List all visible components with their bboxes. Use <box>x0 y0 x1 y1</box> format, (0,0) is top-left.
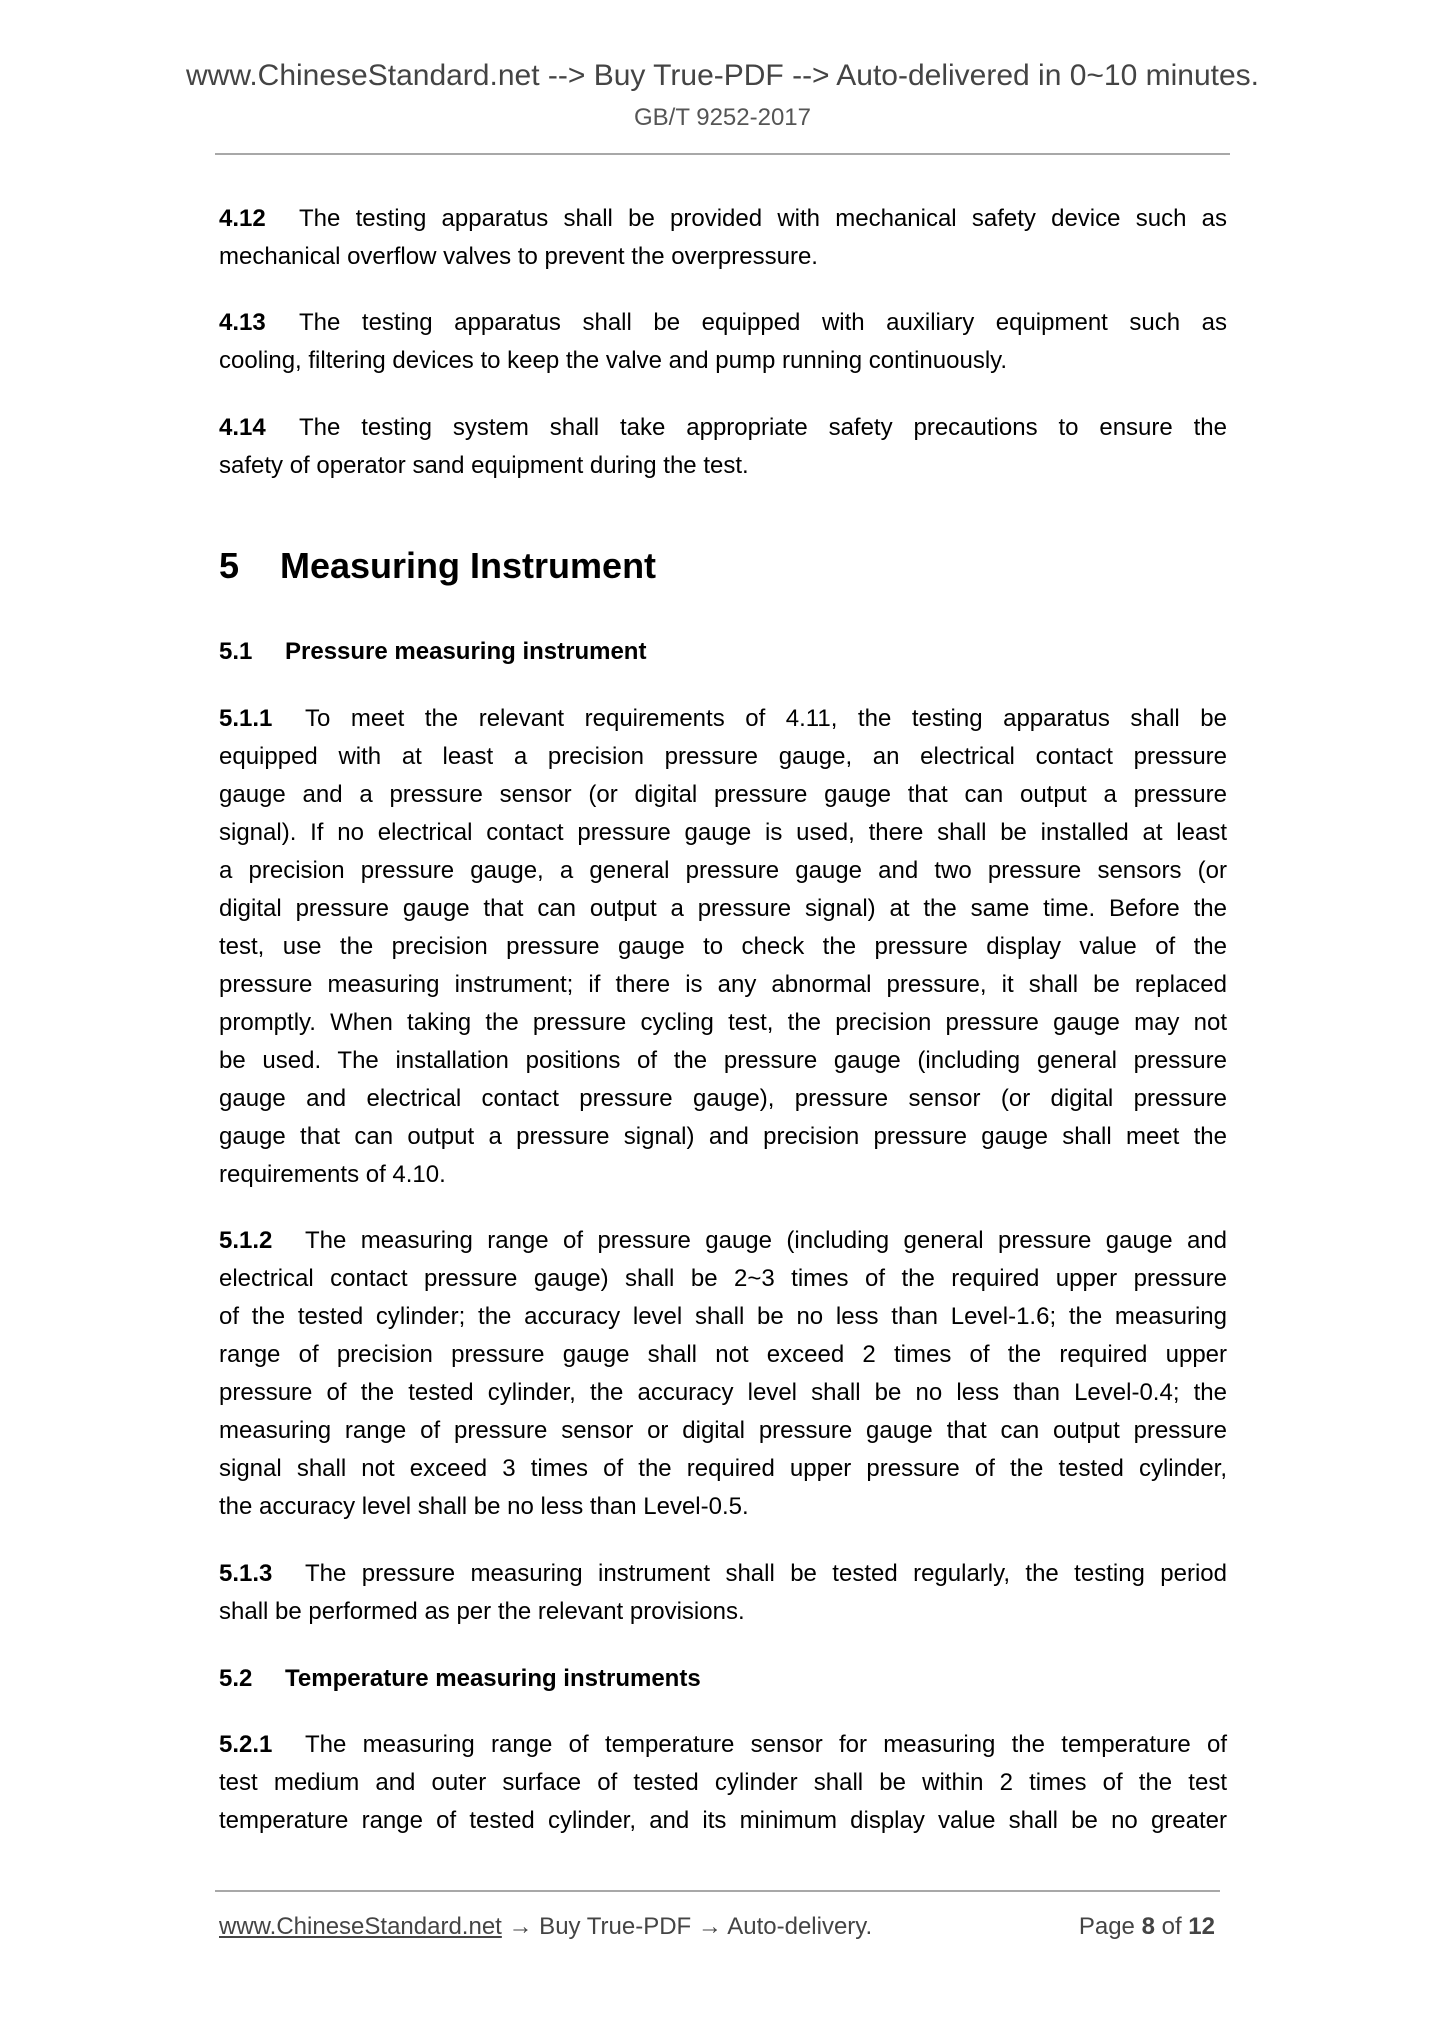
clause-number: 4.12 <box>219 205 266 232</box>
section-heading-5 <box>219 544 656 588</box>
clause-4-14: 4.14 The testing system shall take appropriate safety precautions to ensure the safety of operator sand equipment during the test. <box>219 409 1227 485</box>
page-indicator: Page 8 of 12 <box>1078 1913 1215 1940</box>
clause-5-2-1: 5.2.1 The measuring range of temperature sensor for measuring the temperature of test medium and outer surface of tested cylinder shall be within 2 times of the test temperature range of tested cylinder, and its minimum display value shall be no greater <box>219 1726 1227 1840</box>
clause-number: 4.13 <box>219 309 266 336</box>
subsection-heading-5-1 <box>219 637 646 667</box>
clause-number: 5.1.3 <box>219 1560 273 1587</box>
clause-number: 5.1.2 <box>219 1227 273 1254</box>
footer-divider <box>215 1890 1220 1892</box>
footer-site-link[interactable]: www.ChineseStandard.net <box>219 1913 502 1940</box>
page-footer <box>219 1912 1219 1942</box>
clause-number: 5.2.1 <box>219 1731 273 1758</box>
subsection-number: 5.1 <box>219 638 253 665</box>
section-title: Measuring Instrument <box>280 545 657 586</box>
clause-4-12: 4.12 The testing apparatus shall be provided with mechanical safety device such as mechanical overflow valves to prevent the overpressure. <box>219 200 1227 276</box>
document-id: GB/T 9252-2017 <box>633 104 811 131</box>
clause-5-1-1: 5.1.1 To meet the relevant requirements of 4.11, the testing apparatus shall be equipped with at least a precision pressure gauge, an electrical contact pressure gauge and a pressure sensor (or digital pressure gauge that can output a pressure signal). If no electrical contact pressure gauge is used, there shall be installed at least a precision pressure gauge, a general pressure gauge and two pressure sensors (or digital pressure gauge that can output a pressure signal) at the same time. Before the test, use the precision pressure gauge to check the pressure display value of the pressure measuring instrument; if there is any abnormal pressure, it shall be replaced promptly. When taking the pressure cycling test, the precision pressure gauge may not be used. The installation positions of the pressure gauge (including general pressure gauge and electrical contact pressure gauge), pressure sensor (or digital pressure gauge that can output a pressure signal) and precision pressure gauge shall meet the requirements of 4.10. <box>219 700 1227 1194</box>
subsection-title: Temperature measuring instruments <box>285 1665 701 1692</box>
subsection-heading-5-2 <box>219 1664 701 1694</box>
total-pages: 12 <box>1188 1913 1215 1940</box>
clause-5-1-3: 5.1.3 The pressure measuring instrument shall be tested regularly, the testing period shall be performed as per the relevant provisions. <box>219 1555 1227 1631</box>
header-banner: www.ChineseStandard.net --> Buy True-PDF --> Auto-delivered in 0~10 minutes. <box>185 59 1260 92</box>
clause-number: 4.14 <box>219 414 266 441</box>
footer-tagline: → Buy True-PDF → Auto-delivery. <box>501 1913 873 1940</box>
current-page: 8 <box>1141 1913 1155 1940</box>
header-divider <box>215 153 1230 155</box>
subsection-title: Pressure measuring instrument <box>285 638 647 665</box>
clause-number: 5.1.1 <box>219 705 273 732</box>
subsection-number: 5.2 <box>219 1665 253 1692</box>
clause-4-13: 4.13 The testing apparatus shall be equipped with auxiliary equipment such as cooling, filtering devices to keep the valve and pump running continuously. <box>219 304 1227 380</box>
clause-5-1-2: 5.1.2 The measuring range of pressure gauge (including general pressure gauge and electrical contact pressure gauge) shall be 2~3 times of the required upper pressure of the tested cylinder; the accuracy level shall be no less than Level-1.6; the measuring range of precision pressure gauge shall not exceed 2 times of the required upper pressure of the tested cylinder, the accuracy level shall be no less than Level-0.4; the measuring range of pressure sensor or digital pressure gauge that can output pressure signal shall not exceed 3 times of the required upper pressure of the tested cylinder, the accuracy level shall be no less than Level-0.5. <box>219 1222 1227 1526</box>
section-number: 5 <box>219 545 240 586</box>
